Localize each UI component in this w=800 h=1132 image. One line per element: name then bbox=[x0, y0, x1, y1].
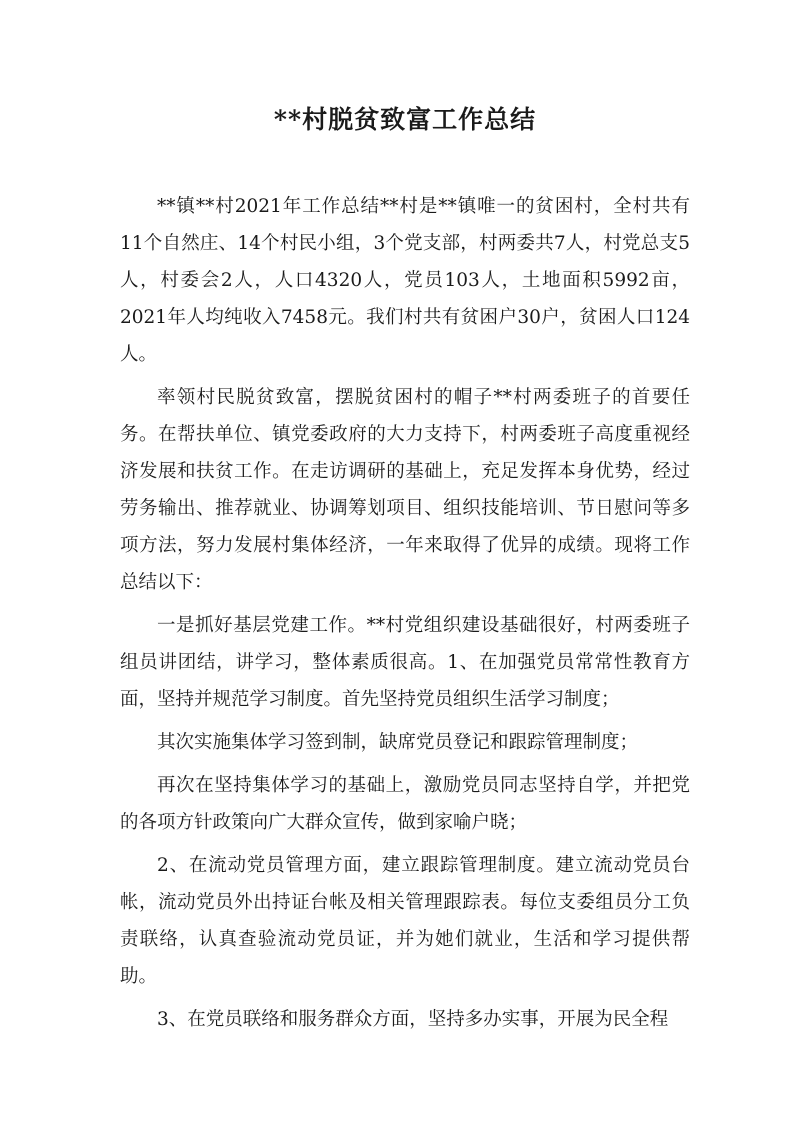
paragraph-4: 其次实施集体学习签到制，缺席党员登记和跟踪管理制度； bbox=[157, 732, 639, 753]
paragraph-7: 3、在党员联络和服务群众方面，坚持多办实事，开展为民全程 bbox=[157, 1009, 669, 1030]
paragraph-6: 2、在流动党员管理方面，建立跟踪管理制度。建立流动党员台帐，流动党员外出持证台帐及相关管理跟踪表。每位支委组员分工负责联络，认真查验流动党员证，并为她们就业，生活和学习提供帮助。 bbox=[120, 855, 690, 987]
paragraph-5: 再次在坚持集体学习的基础上，激励党员同志坚持自学，并把党的各项方针政策向广大群众宣传，做到家喻户晓； bbox=[120, 775, 690, 833]
paragraph-3: 一是抓好基层党建工作。**村党组织建设基础很好，村两委班子组员讲团结，讲学习，整体素质很高。1、在加强党员常常性教育方面，坚持并规范学习制度。首先坚持党员组织生活学习制度； bbox=[120, 615, 690, 710]
document-body bbox=[120, 188, 690, 1038]
document-title: **村脱贫致富工作总结 bbox=[273, 105, 537, 134]
paragraph-1: **镇**村2021年工作总结**村是**镇唯一的贫困村，全村共有11个自然庄、14个村民小组，3个党支部，村两委共7人，村党总支5人，村委会2人，人口4320人，党员103人，土地面积5992亩，2021年人均纯收入7458元。我们村共有贫困户30户，贫困人口124人。 bbox=[120, 196, 690, 365]
paragraph-2: 率领村民脱贫致富，摆脱贫困村的帽子**村两委班子的首要任务。在帮扶单位、镇党委政府的大力支持下，村两委班子高度重视经济发展和扶贫工作。在走访调研的基础上，充足发挥本身优势，经过劳务输出、推荐就业、协调筹划项目、组织技能培训、节日慰问等多项方法，努力发展村集体经济，一年来取得了优异的成绩。现将工作总结以下： bbox=[120, 387, 690, 593]
